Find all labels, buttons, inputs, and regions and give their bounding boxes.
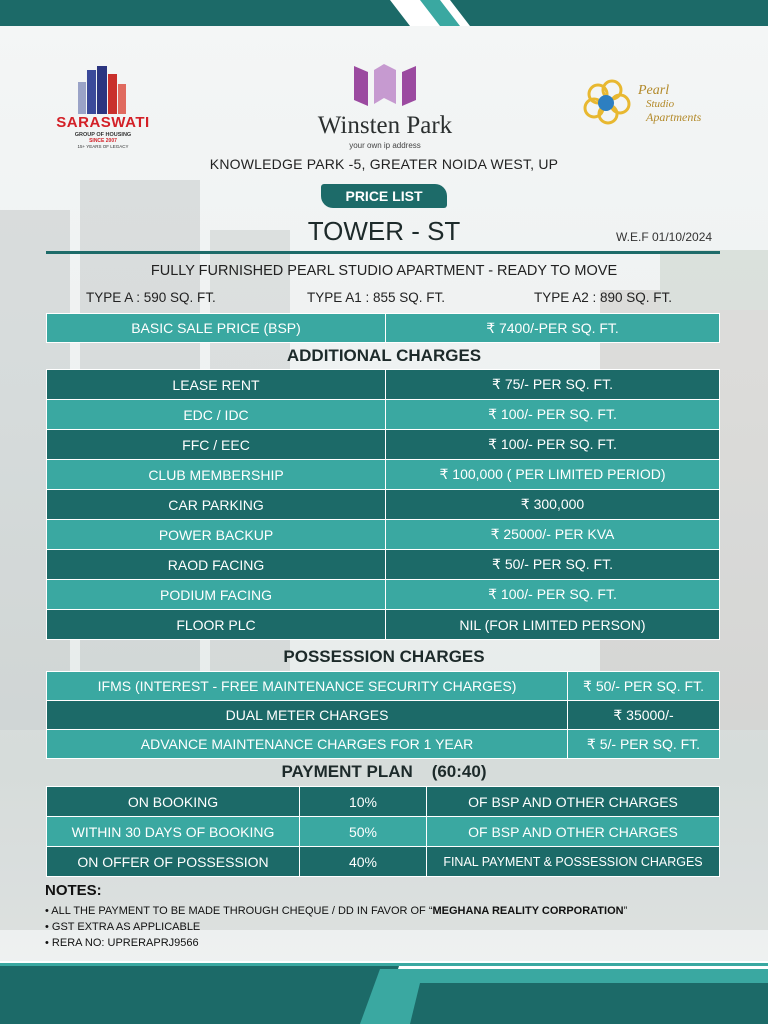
charge-value: ₹ 100/- PER SQ. FT. <box>386 580 720 610</box>
table-row <box>47 550 720 580</box>
payment-plan-title <box>0 762 768 782</box>
saraswati-subtitle: GROUP OF HOUSING <box>74 132 132 138</box>
top-decorative-band <box>0 0 768 26</box>
charge-value: ₹ 50/- PER SQ. FT. <box>568 672 720 701</box>
payment-stage: ON BOOKING <box>47 787 300 817</box>
charge-value: NIL (FOR LIMITED PERSON) <box>386 610 720 640</box>
note-payment: • ALL THE PAYMENT TO BE MADE THROUGH CHEQUE / DD IN FAVOR OF “MEGHANA REALITY CORPORATION” <box>45 905 628 917</box>
table-row <box>47 580 720 610</box>
charge-value: ₹ 50/- PER SQ. FT. <box>386 550 720 580</box>
charge-label: FFC / EEC <box>47 430 386 460</box>
charge-label: CLUB MEMBERSHIP <box>47 460 386 490</box>
pearl-line3: Apartments <box>646 110 702 124</box>
table-row <box>47 787 720 817</box>
charge-label: CAR PARKING <box>47 490 386 520</box>
additional-charges-title: ADDITIONAL CHARGES <box>286 346 482 365</box>
charge-label: EDC / IDC <box>47 400 386 430</box>
table-row <box>47 610 720 640</box>
charge-label: DUAL METER CHARGES <box>47 701 568 730</box>
payment-plan-table <box>46 786 720 877</box>
payment-percent: 10% <box>300 787 427 817</box>
table-row <box>47 314 720 343</box>
effective-date: W.E.F 01/10/2024 <box>616 230 713 244</box>
brand-mark-icon <box>350 62 420 108</box>
bottom-decorative-band <box>0 955 768 1024</box>
saraswati-logo <box>44 66 162 158</box>
payment-detail: OF BSP AND OTHER CHARGES <box>427 787 720 817</box>
table-row <box>47 672 720 701</box>
charge-value: ₹ 75/- PER SQ. FT. <box>386 370 720 400</box>
tower-title: TOWER - ST <box>307 216 461 246</box>
payment-plan-ratio: (60:40) <box>431 762 487 781</box>
bsp-table <box>46 313 720 343</box>
price-list-badge: PRICE LIST <box>321 184 447 208</box>
possession-charges-table <box>46 671 720 759</box>
type-a1-size: TYPE A1 : 855 SQ. FT. <box>307 290 446 305</box>
table-row <box>47 400 720 430</box>
note-rera: • RERA NO: UPRERAPRJ9566 <box>45 937 199 949</box>
title-divider <box>46 251 720 254</box>
saraswati-name: SARASWATI <box>56 114 150 131</box>
charge-label: ADVANCE MAINTENANCE CHARGES FOR 1 YEAR <box>47 730 568 759</box>
payee-name: MEGHANA REALITY CORPORATION <box>432 905 624 917</box>
brand-tagline: your own ip address <box>349 141 421 150</box>
charge-label: RAOD FACING <box>47 550 386 580</box>
pearl-line1: Pearl <box>638 83 670 98</box>
table-row <box>47 460 720 490</box>
charge-value: ₹ 100/- PER SQ. FT. <box>386 430 720 460</box>
payment-detail: FINAL PAYMENT & POSSESSION CHARGES <box>427 847 720 877</box>
payment-detail: OF BSP AND OTHER CHARGES <box>427 817 720 847</box>
possession-charges-title: POSSESSION CHARGES <box>283 647 485 666</box>
note-gst: • GST EXTRA AS APPLICABLE <box>45 921 201 933</box>
payment-percent: 50% <box>300 817 427 847</box>
charge-value: ₹ 25000/- PER KVA <box>386 520 720 550</box>
charge-value: ₹ 300,000 <box>386 490 720 520</box>
payment-stage: ON OFFER OF POSSESSION <box>47 847 300 877</box>
saraswati-years: 15+ YEARS OF LEGACY <box>77 144 129 149</box>
notes-title: NOTES: <box>45 882 102 899</box>
saraswati-since: SINCE 2007 <box>89 138 117 144</box>
charge-label: POWER BACKUP <box>47 520 386 550</box>
table-row <box>47 847 720 877</box>
winsten-park-logo <box>300 62 470 152</box>
bsp-label: BASIC SALE PRICE (BSP) <box>47 314 386 343</box>
charge-value: ₹ 5/- PER SQ. FT. <box>568 730 720 759</box>
charge-label: PODIUM FACING <box>47 580 386 610</box>
table-row <box>47 520 720 550</box>
charge-value: ₹ 100/- PER SQ. FT. <box>386 400 720 430</box>
pearl-line2: Studio <box>646 98 675 110</box>
table-row <box>47 817 720 847</box>
payment-percent: 40% <box>300 847 427 877</box>
charge-label: LEASE RENT <box>47 370 386 400</box>
table-row <box>47 490 720 520</box>
brand-name: Winsten Park <box>317 112 453 139</box>
additional-charges-table <box>46 369 720 640</box>
table-row <box>47 730 720 759</box>
charge-label: IFMS (INTEREST - FREE MAINTENANCE SECURITY CHARGES) <box>47 672 568 701</box>
table-row <box>47 701 720 730</box>
charge-value: ₹ 35000/- <box>568 701 720 730</box>
type-a-size: TYPE A : 590 SQ. FT. <box>86 290 216 305</box>
charge-label: FLOOR PLC <box>47 610 386 640</box>
table-row <box>47 430 720 460</box>
bsp-value: ₹ 7400/-PER SQ. FT. <box>386 314 720 343</box>
flower-icon <box>580 74 636 132</box>
type-a2-size: TYPE A2 : 890 SQ. FT. <box>534 290 673 305</box>
pearl-studio-logo <box>580 74 730 134</box>
payment-plan-label: PAYMENT PLAN <box>281 762 413 781</box>
project-location: KNOWLEDGE PARK -5, GREATER NOIDA WEST, UP <box>209 156 559 172</box>
charge-value: ₹ 100,000 ( PER LIMITED PERIOD) <box>386 460 720 490</box>
buildings-icon <box>44 66 162 114</box>
apartment-subtitle: FULLY FURNISHED PEARL STUDIO APARTMENT - READY TO MOVE <box>150 263 618 279</box>
table-row <box>47 370 720 400</box>
payment-stage: WITHIN 30 DAYS OF BOOKING <box>47 817 300 847</box>
